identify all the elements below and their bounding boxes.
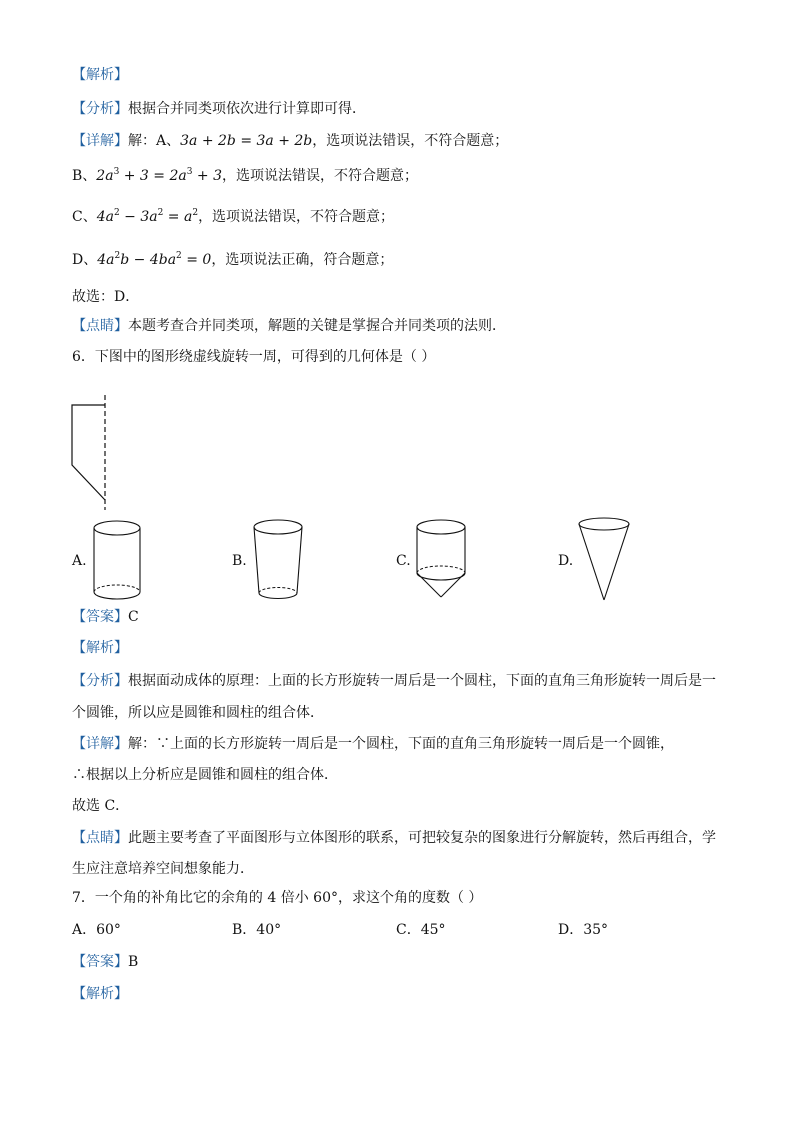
q5-analysis <box>72 99 366 119</box>
q5-detail-a <box>72 131 508 151</box>
q7-option-d: D．35° <box>558 922 609 938</box>
dianjing-tag: 【点睛】 <box>72 318 128 334</box>
q5-expr-b: $2a^3 + 3 = 2a^3 + 3$ <box>96 167 223 184</box>
q5-b-prefix: B、 <box>72 168 97 184</box>
q5-b-suffix: ，选项说法错误，不符合题意； <box>222 168 419 184</box>
analysis-tag: 【分析】 <box>72 673 128 689</box>
q6-analysis-line2: 个圆锥，所以应是圆锥和圆柱的组合体． <box>72 705 324 721</box>
q5-c-prefix: C、 <box>72 209 97 225</box>
q5-detail-b <box>72 166 418 186</box>
q6-option-b-label: B. <box>232 553 247 569</box>
q5-c-suffix: ，选项说法错误，不符合题意； <box>198 209 395 225</box>
q5-dianjing <box>72 316 506 336</box>
analysis-heading: 【解析】 <box>72 67 128 83</box>
q7-answer-value: B <box>128 954 139 970</box>
detail-tag: 【详解】 <box>72 133 128 149</box>
q6-detail-line2: ∴根据以上分析应是圆锥和圆柱的组合体． <box>72 767 338 783</box>
q5-detail-d <box>72 250 393 270</box>
q6-answer <box>72 607 139 627</box>
q6-question: 6．下图中的图形绕虚线旋转一周，可得到的几何体是（ ） <box>72 349 436 365</box>
detail-tag: 【详解】 <box>72 736 128 752</box>
q6-option-c-cylinder-cone <box>412 515 472 605</box>
q6-dianjing-text1: 此题主要考查了平面图形与立体图形的联系，可把较复杂的图象进行分解旋转，然后再组合，学 <box>128 830 716 846</box>
q7-option-c: C．45° <box>396 922 446 938</box>
q7-option-b: B．40° <box>232 922 282 938</box>
q7-analysis-heading: 【解析】 <box>72 986 128 1002</box>
q5-answer-line: 故选：D． <box>72 289 140 305</box>
q6-analysis-line1 <box>72 671 716 691</box>
q6-option-c-label: C. <box>396 553 411 569</box>
q5-expr-d: $4a^2b - 4ba^2 = 0$ <box>97 251 212 268</box>
dianjing-tag: 【点睛】 <box>72 830 128 846</box>
answer-tag: 【答案】 <box>72 609 128 625</box>
q6-option-a-cylinder <box>88 518 148 608</box>
q7-answer <box>72 952 138 972</box>
q5-d-prefix: D、 <box>72 252 98 268</box>
q6-answer-value: C <box>128 609 139 625</box>
q6-option-a-label: A. <box>72 553 87 569</box>
q5-dianjing-text: 本题考查合并同类项，解题的关键是掌握合并同类项的法则． <box>128 318 506 334</box>
q6-option-d-label: D. <box>558 553 574 569</box>
q7-option-a: A．60° <box>72 922 121 938</box>
q6-detail-text1: 解：∵上面的长方形旋转一周后是一个圆柱，下面的直角三角形旋转一周后是一个圆锥， <box>128 736 674 752</box>
q5-detail-c <box>72 207 394 227</box>
q7-question: 7．一个角的补角比它的余角的 4 倍小 60°，求这个角的度数（ ） <box>72 890 483 906</box>
q6-source-figure <box>60 395 120 515</box>
q6-analysis-heading: 【解析】 <box>72 640 128 656</box>
q5-expr-c: $4a^2 - 3a^2 = a^2$ <box>96 208 199 225</box>
q5-analysis-text: 根据合并同类项依次进行计算即可得． <box>128 101 366 117</box>
q5-detail-prefix: 解：A、 <box>128 133 181 149</box>
q6-option-b-frustum <box>249 515 309 605</box>
q6-analysis-text1: 根据面动成体的原理：上面的长方形旋转一周后是一个圆柱，下面的直角三角形旋转一周后是一 <box>128 673 716 689</box>
q6-dianjing-line1 <box>72 828 716 848</box>
answer-tag: 【答案】 <box>72 954 128 970</box>
q6-answer-line: 故选 C． <box>72 798 130 814</box>
q5-d-suffix: ，选项说法正确，符合题意； <box>211 252 394 268</box>
q6-detail-line1 <box>72 734 674 754</box>
q6-dianjing-line2: 生应注意培养空间想象能力． <box>72 861 254 877</box>
analysis-tag: 【分析】 <box>72 101 128 117</box>
q5-a-suffix: ，选项说法错误，不符合题意； <box>312 133 509 149</box>
q5-expr-a: 3a + 2b = 3a + 2b <box>180 133 313 149</box>
q6-option-d-cone <box>576 512 636 607</box>
